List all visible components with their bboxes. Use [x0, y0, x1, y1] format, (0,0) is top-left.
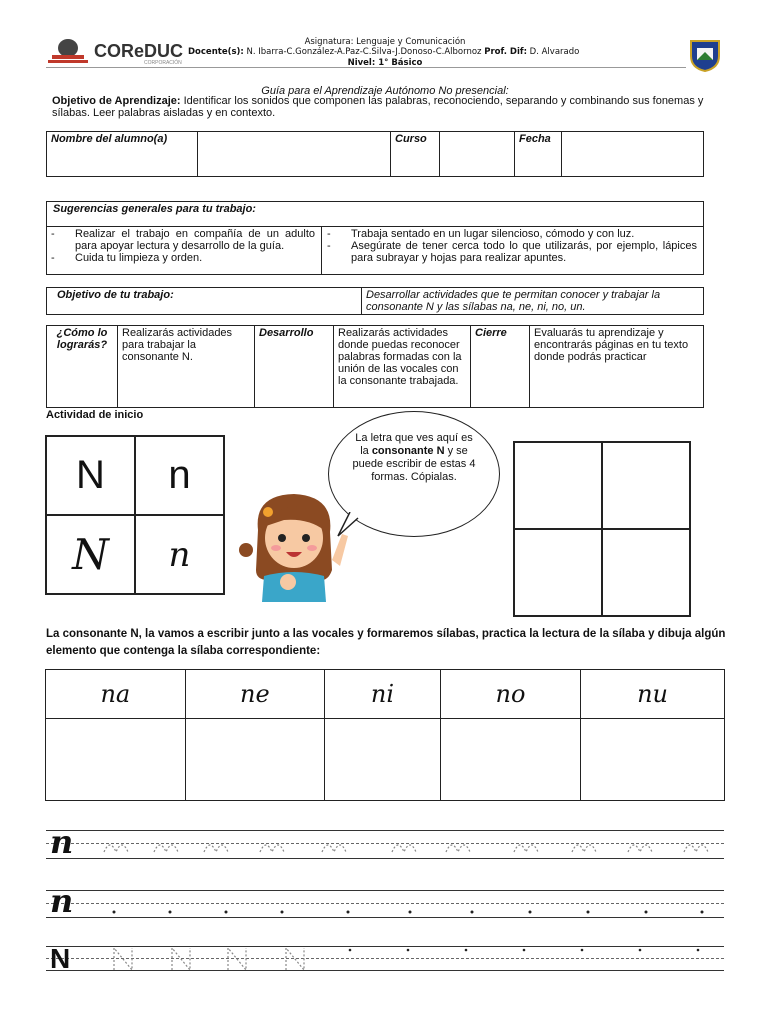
logo-subtext: CORPORACIÓN — [144, 60, 182, 66]
student-info-table — [46, 131, 704, 177]
practice-row-1-trace — [96, 836, 716, 856]
date-label: Fecha — [515, 132, 562, 177]
practice-row-3-model: N — [50, 943, 71, 974]
development-text: Realizarás actividades donde puedas reconocer palabras formadas con la unión de las vocales con la consonante trabajada. — [334, 326, 471, 408]
letter-uppercase-cursive: N — [72, 530, 109, 579]
practice-row-3-trace — [110, 946, 710, 972]
letter-cell — [46, 436, 135, 515]
practice-row-1-model: n — [50, 823, 74, 861]
development-label: Desarrollo — [255, 326, 334, 408]
guide-line — [46, 890, 724, 891]
student-name-label: Nombre del alumno(a) — [47, 132, 198, 177]
how-label: ¿Cómo lo lograrás? — [47, 326, 118, 408]
bubble-text-after: y se puede escribir de estas 4 formas. Cópialas. — [352, 445, 476, 483]
teachers: N. Ibarra-C.González-A.Paz-C.Silva-J.Donoso-C.Albornoz — [246, 47, 482, 57]
letter-uppercase-print: N — [76, 453, 105, 497]
bubble-text-bold: consonante N — [371, 445, 445, 457]
logo — [46, 38, 196, 70]
letter-cell — [46, 515, 135, 594]
drawing-cell[interactable] — [581, 719, 725, 801]
objective-text: Identificar los sonidos que componen las palabras, reconociendo, separando y combinando sus fonemas y sílabas. Leer palabras aisladas y en contexto. — [52, 95, 704, 119]
school-crest-icon — [688, 38, 722, 72]
suggestions-left — [51, 228, 315, 264]
work-objective-label: Objetivo de tu trabajo: — [47, 288, 362, 315]
suggestions-title: Sugerencias generales para tu trabajo: — [53, 203, 256, 215]
activity-title: Actividad de inicio — [46, 409, 144, 421]
suggestion-item: - Trabaja sentado en un lugar silencioso, cómodo y con luz. — [327, 228, 697, 240]
guide-line — [46, 830, 724, 831]
level: Nivel: 1° Básico — [347, 58, 423, 68]
copy-cell[interactable] — [514, 529, 602, 616]
drawing-cell[interactable] — [440, 719, 580, 801]
syllable-na: na — [46, 670, 186, 719]
dif-teacher: D. Alvarado — [529, 47, 580, 57]
drawing-cell[interactable] — [325, 719, 441, 801]
drawing-cell[interactable] — [185, 719, 324, 801]
practice-row-2-model: n — [50, 882, 74, 920]
student-name-field[interactable] — [198, 132, 391, 177]
suggestions-right — [327, 228, 697, 264]
header-rule — [46, 67, 686, 68]
learning-objective — [52, 95, 722, 119]
work-objective-text: Desarrollar actividades que te permitan conocer y trabajar la consonante N y las sílabas na, ne, ni, no, un. — [362, 288, 704, 315]
copy-cell[interactable] — [514, 442, 602, 529]
suggestion-item: - Realizar el trabajo en compañía de un adulto para apoyar lectura y desarrollo de la guía. — [51, 228, 315, 252]
teachers-line — [188, 47, 608, 57]
dif-label: Prof. Dif: — [484, 47, 527, 57]
how-text: Realizarás actividades para trabajar la consonante N. — [118, 326, 255, 408]
suggestions-mid-divider — [321, 226, 322, 274]
drawing-cell[interactable] — [46, 719, 186, 801]
date-field[interactable] — [562, 132, 704, 177]
suggestion-item: - Asegúrate de tener cerca todo lo que utilizarás, por ejemplo, lápices para subrayar y hojas para realizar apuntes. — [327, 240, 697, 264]
copy-grid — [513, 441, 691, 617]
guide-title: Guía para el Aprendizaje Autónomo No presencial: — [261, 85, 509, 97]
syllable-ni: ni — [325, 670, 441, 719]
letter-grid — [45, 435, 225, 595]
objective-label: Objetivo de Aprendizaje: — [52, 95, 181, 107]
how-table — [46, 325, 704, 408]
girl-illustration — [238, 490, 356, 605]
copy-cell[interactable] — [602, 442, 690, 529]
trace-letters — [96, 836, 716, 856]
syllable-nu: nu — [581, 670, 725, 719]
course-field[interactable] — [440, 132, 515, 177]
course-label: Curso — [391, 132, 440, 177]
suggestions-divider — [47, 226, 703, 227]
syllable-instruction: La consonante N, la vamos a escribir junto a las vocales y formaremos sílabas, practica la lectura de la sílaba y dibuja algún elemento que contenga la sílaba correspondiente: — [46, 628, 726, 657]
letter-cell — [135, 436, 224, 515]
speech-bubble-tail — [336, 512, 360, 538]
letter-lowercase-print: n — [168, 453, 191, 497]
work-objective-table — [46, 287, 704, 315]
letter-cell — [135, 515, 224, 594]
suggestion-item: - Cuida tu limpieza y orden. — [51, 252, 315, 264]
guide-line — [46, 858, 724, 859]
bubble-text — [352, 432, 476, 484]
syllable-no: no — [440, 670, 580, 719]
logo-text: COReDUC — [94, 41, 184, 61]
logo-icon — [46, 38, 92, 68]
teachers-label: Docente(s): — [188, 47, 244, 57]
syllable-table — [45, 669, 725, 801]
letter-lowercase-cursive: n — [168, 534, 191, 575]
practice-row-2-dots — [110, 902, 710, 908]
subject: Asignatura: Lenguaje y Comunicación — [304, 37, 466, 47]
syllable-ne: ne — [185, 670, 324, 719]
guide-line — [46, 917, 724, 918]
bubble-text-before: La letra que ves aquí es la — [355, 432, 473, 457]
trace-letters — [110, 946, 710, 972]
copy-cell[interactable] — [602, 529, 690, 616]
closing-text: Evaluarás tu aprendizaje y encontrarás páginas en tu texto donde podrás practicar — [530, 326, 704, 408]
trace-dots — [110, 909, 710, 915]
suggestions-box — [46, 201, 704, 275]
closing-label: Cierre — [471, 326, 530, 408]
